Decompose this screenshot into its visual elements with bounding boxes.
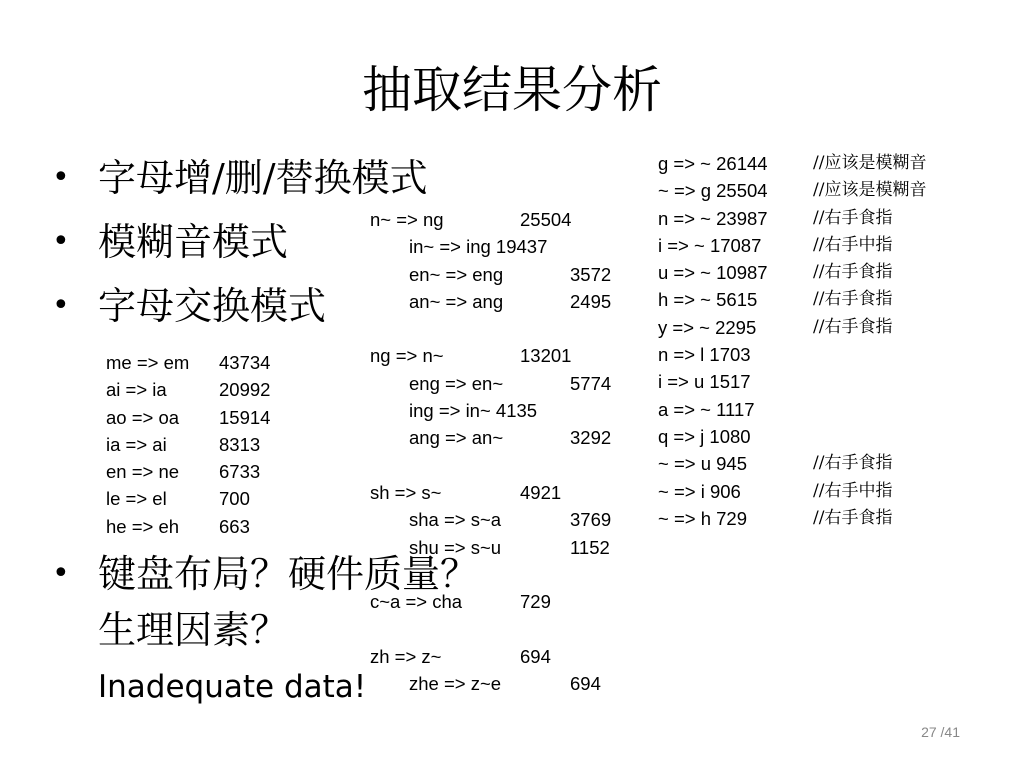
rule-comment: //右手食指 (813, 507, 893, 528)
rule-count: 694 (520, 645, 551, 667)
rule-text: ang => an~ (409, 427, 504, 449)
rule-text: n => l 1703 (658, 344, 751, 366)
rule-text: en => ne (106, 461, 180, 483)
rule-text: n~ => ng (370, 209, 444, 230)
rule-count: 6733 (219, 461, 261, 483)
rule-text: ~ => u 945 (658, 453, 747, 475)
rule-text: ng => n~ (370, 345, 444, 367)
bullet-text: 模糊音模式 (98, 220, 289, 264)
rule-text: ing => in~ 4135 (409, 400, 538, 422)
rule-text: zhe => z~e (409, 673, 502, 695)
rule-count: 700 (219, 488, 250, 510)
rule-count: 3769 (570, 509, 612, 531)
rule-text: i => ~ 17087 (658, 234, 762, 256)
rule-text: q => j 1080 (658, 425, 751, 447)
rule-count: 8313 (219, 433, 261, 455)
rule-text: u => ~ 10987 (658, 262, 768, 284)
bullet-text: 键盘布局？硬件质量？生理因素？ (98, 552, 479, 652)
rule-count: 694 (570, 673, 601, 695)
page-number: 27 /41 (921, 724, 960, 740)
inadequate-data-note: Inadequate data! (98, 669, 367, 705)
slide-title: 抽取结果分析 (362, 61, 662, 119)
rule-text: shu => s~u (409, 536, 502, 558)
rule-text: c~a => cha (370, 591, 463, 613)
rule-text: sh => s~ (370, 481, 442, 503)
rule-comment: //应该是模糊音 (813, 180, 927, 201)
rule-text: g => ~ 26144 (658, 153, 768, 174)
bullet-item (52, 146, 428, 210)
rule-text: ~ => g 25504 (658, 180, 768, 202)
rule-comment: //应该是模糊音 (813, 153, 927, 173)
rule-comment: //右手食指 (813, 289, 893, 310)
rule-text: n => ~ 23987 (658, 207, 768, 229)
rule-comment: //右手食指 (813, 316, 893, 337)
rule-text: le => el (106, 488, 167, 510)
rule-count: 3292 (570, 427, 612, 449)
rule-text: ~ => h 729 (658, 507, 747, 529)
rule-text: he => eh (106, 515, 180, 537)
rule-text: an~ => ang (409, 290, 504, 312)
rule-comment: //右手食指 (813, 207, 893, 228)
rule-text: en~ => eng (409, 263, 504, 285)
rule-text: ao => oa (106, 406, 180, 428)
rule-text: h => ~ 5615 (658, 289, 758, 311)
rule-text: in~ => ing 19437 (409, 236, 548, 258)
rule-text: me => em (106, 352, 190, 373)
rule-text: ~ => i 906 (658, 480, 741, 502)
bullet-dot-icon: • (52, 556, 70, 591)
bullet-text: 字母交换模式 (98, 284, 327, 328)
bullet-dot-icon: • (52, 224, 70, 259)
rule-comment: //右手食指 (813, 453, 893, 474)
bullet-dot-icon: • (52, 160, 70, 195)
rule-count: 43734 (219, 352, 271, 373)
rule-comment: //右手中指 (813, 234, 893, 255)
rule-text: sha => s~a (409, 509, 502, 531)
bullet-dot-icon: • (52, 288, 70, 323)
rule-text: zh => z~ (370, 645, 442, 667)
bullet-text: 字母增/删/替换模式 (98, 156, 428, 200)
rule-text: ia => ai (106, 433, 167, 455)
rule-text: eng => en~ (409, 372, 504, 394)
rule-comment: //右手中指 (813, 480, 893, 501)
rule-count: 5774 (570, 372, 612, 394)
rule-count: 3572 (570, 263, 612, 285)
rule-count: 4921 (520, 481, 562, 503)
rule-comment: //右手食指 (813, 262, 893, 283)
bullet-item (52, 274, 428, 338)
bullet-item-questions (52, 546, 478, 658)
rule-text: a => ~ 1117 (658, 398, 755, 420)
rule-count: 25504 (520, 209, 572, 230)
rule-text: ai => ia (106, 379, 167, 401)
rule-text: i => u 1517 (658, 371, 751, 393)
rule-count: 20992 (219, 379, 271, 401)
bullet-list (52, 146, 428, 338)
rule-count: 2495 (570, 290, 612, 312)
rule-count: 13201 (520, 345, 572, 367)
rule-count: 15914 (219, 406, 271, 428)
rule-count: 663 (219, 515, 250, 537)
rule-count: 1152 (570, 536, 610, 558)
rule-count: 729 (520, 591, 551, 613)
rule-text: y => ~ 2295 (658, 316, 757, 338)
